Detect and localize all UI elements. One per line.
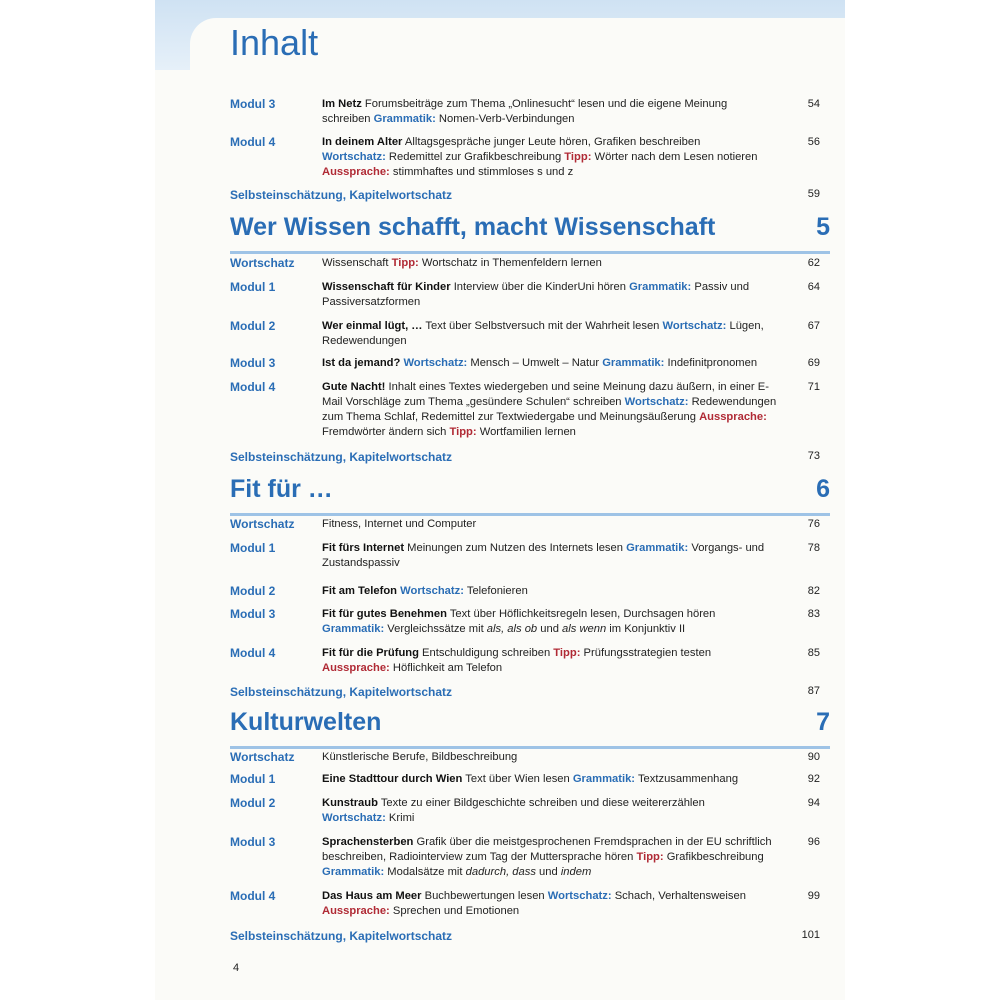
entry-text: Fit für die Prüfung Entschuldigung schreiben Tipp: Prüfungsstrategien testen Aussprache: Höflichkeit am Telefon <box>322 647 712 674</box>
module-label: Modul 1 <box>230 280 276 294</box>
entry-text: Ist da jemand? Wortschatz: Mensch – Umwelt – Natur Grammatik: Indefinitpronomen <box>322 357 758 369</box>
page-number: 67 <box>807 320 820 332</box>
module-label: Modul 4 <box>230 380 276 394</box>
module-label: Wortschatz <box>230 750 295 764</box>
entry-text: Eine Stadttour durch Wien Text über Wien lesen Grammatik: Textzusammenhang <box>322 773 739 785</box>
entry-text: Im Netz Forumsbeiträge zum Thema „Onlinesucht“ lesen und die eigene Meinung schreiben Grammatik: Nomen-Verb-Verbindungen <box>322 98 728 125</box>
module-label: Modul 2 <box>230 319 276 333</box>
entry-text: Künstlerische Berufe, Bildbeschreibung <box>322 751 518 763</box>
page-number: 71 <box>807 381 820 393</box>
page-number: 78 <box>807 542 820 554</box>
entry-text: Fitness, Internet und Computer <box>322 518 477 530</box>
module-label: Wortschatz <box>230 517 295 531</box>
self-assessment-entry: Selbsteinschätzung, Kapitelwortschatz 73 <box>230 450 820 464</box>
module-label: Wortschatz <box>230 256 295 270</box>
module-label: Modul 2 <box>230 584 276 598</box>
chapter-rule <box>230 513 830 516</box>
entry-text: Gute Nacht! Inhalt eines Textes wiedergeben und seine Meinung dazu äußern, in einer E-Mail Vorschläge zum Thema „gesündere Schulen“ schreiben Wortschatz: Redewendungen zum Thema Schlaf, Redemittel zur Textwiedergabe und Meinungsäußerung Aussprache: Fremdwörter ändern sich Tipp: Wortfamilien lernen <box>322 381 777 438</box>
chapter-number: 5 <box>816 213 830 241</box>
module-label: Modul 3 <box>230 835 276 849</box>
page-number: 87 <box>807 685 820 697</box>
page-number: 62 <box>807 257 820 269</box>
footer-page-number: 4 <box>233 962 240 974</box>
entry-text: Sprachensterben Grafik über die meistgesprochenen Fremdsprachen in der EU schriftlich beschreiben, Radiointerview zum Tag der Muttersprache hören Tipp: Grafikbeschreibung Grammatik: Modalsätze mit dadurch, dass und indem <box>322 836 772 878</box>
page-number: 83 <box>807 608 820 620</box>
module-label: Modul 3 <box>230 97 276 111</box>
page-number: 99 <box>807 890 820 902</box>
chapter-number: 6 <box>816 475 830 503</box>
module-label: Modul 1 <box>230 541 276 555</box>
page-number: 64 <box>807 281 820 293</box>
self-assessment-entry: Selbsteinschätzung, Kapitelwortschatz 59 <box>230 188 820 202</box>
page-number: 54 <box>807 98 820 110</box>
page-number: 92 <box>807 773 820 785</box>
page-number: 69 <box>807 357 820 369</box>
entry-text: Wer einmal lügt, … Text über Selbstversuch mit der Wahrheit lesen Wortschatz: Lügen, Redewendungen <box>322 320 764 347</box>
entry-text: Wissenschaft für Kinder Interview über die KinderUni hören Grammatik: Passiv und Passiversatzformen <box>322 281 750 308</box>
page-number: 73 <box>807 450 820 462</box>
chapter-rule <box>230 746 830 749</box>
self-assessment-entry: Selbsteinschätzung, Kapitelwortschatz 101 <box>230 929 820 943</box>
module-label: Modul 4 <box>230 889 276 903</box>
page-number: 101 <box>801 929 820 941</box>
chapter-title: Kulturwelten <box>230 708 382 736</box>
module-label: Modul 1 <box>230 772 276 786</box>
entry-text: Fit fürs Internet Meinungen zum Nutzen des Internets lesen Grammatik: Vorgangs- und Zustandspassiv <box>322 542 765 569</box>
self-assessment-entry: Selbsteinschätzung, Kapitelwortschatz 87 <box>230 685 820 699</box>
page-number: 82 <box>807 585 820 597</box>
chapter-title: Wer Wissen schafft, macht Wissenschaft <box>230 213 716 241</box>
module-label: Modul 4 <box>230 135 276 149</box>
module-label: Modul 4 <box>230 646 276 660</box>
module-label: Modul 2 <box>230 796 276 810</box>
entry-text: Fit am Telefon Wortschatz: Telefonieren <box>322 585 528 597</box>
chapter-title: Fit für … <box>230 475 333 503</box>
module-label: Modul 3 <box>230 356 276 370</box>
entry-text: Fit für gutes Benehmen Text über Höflichkeitsregeln lesen, Durchsagen hören Grammatik: Vergleichssätze mit als, als ob und als wenn im Konjunktiv II <box>322 608 716 635</box>
page-number: 85 <box>807 647 820 659</box>
module-label: Modul 3 <box>230 607 276 621</box>
page-number: 90 <box>807 751 820 763</box>
entry-text: Das Haus am Meer Buchbewertungen lesen Wortschatz: Schach, Verhaltensweisen Aussprache: Sprechen und Emotionen <box>322 890 746 917</box>
entry-text: Kunstraub Texte zu einer Bildgeschichte schreiben und diese weitererzählen Wortschatz: Krimi <box>322 797 705 824</box>
entry-text: Wissenschaft Tipp: Wortschatz in Themenfeldern lernen <box>322 257 602 269</box>
page-number: 76 <box>807 518 820 530</box>
page-number: 94 <box>807 797 820 809</box>
chapter-rule <box>230 251 830 254</box>
page-number: 56 <box>807 136 820 148</box>
page-number: 59 <box>807 188 820 200</box>
page-title: Inhalt <box>230 22 319 63</box>
page-number: 96 <box>807 836 820 848</box>
chapter-number: 7 <box>816 708 830 736</box>
entry-text: In deinem Alter Alltagsgespräche junger Leute hören, Grafiken beschreiben Wortschatz: Redemittel zur Grafikbeschreibung Tipp: Wörter nach dem Lesen notieren Aussprache: stimmhaftes und stimmloses s und z <box>322 136 758 178</box>
